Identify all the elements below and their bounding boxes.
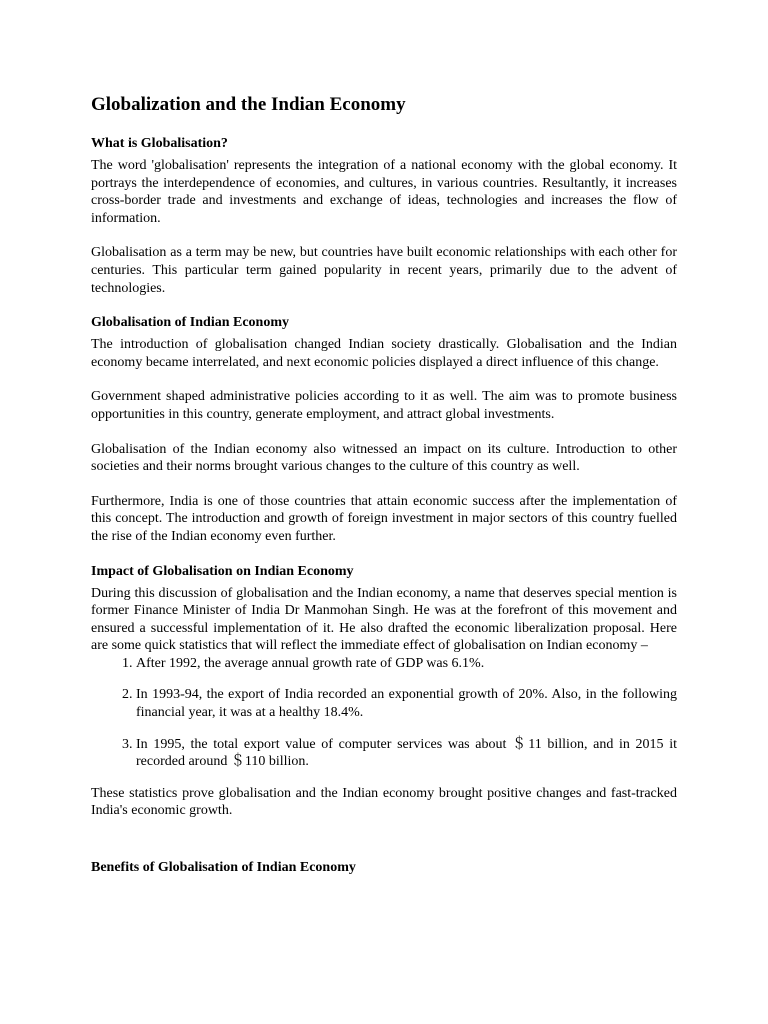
section-heading-what-is-globalisation: What is Globalisation? [91,136,228,151]
list-item: 3. In 1995, the total export value of computer services was about ＄11 billion, and in 2015 it recorded around ＄110 billion. [136,736,677,771]
paragraph: Globalisation of the Indian economy also witnessed an impact on its culture. Introduction to other societies and their norms brought various changes to the culture of this country as well. [91,441,677,475]
paragraph: Furthermore, India is one of those countries that attain economic success after the implementation of this concept. The introduction and growth of foreign investment in major sectors of this country fuelled the rise of the Indian economy even further. [91,493,677,544]
section-heading-benefits: Benefits of Globalisation of Indian Economy [91,860,356,876]
paragraph: These statistics prove globalisation and the Indian economy brought positive changes and fast-tracked India's economic growth. [91,785,677,819]
list-item: 2. In 1993-94, the export of India recorded an exponential growth of 20%. Also, in the following financial year, it was at a healthy 18.4%. [136,686,677,721]
document-page [91,93,677,881]
document-title: Globalization and the Indian Economy [91,94,406,115]
paragraph: During this discussion of globalisation and the Indian economy, a name that deserves special mention is former Finance Minister of India Dr Manmohan Singh. He was at the forefront of this movement and ensured a successful implementation of it. He also drafted the economic liberalization proposal. Here are some quick statistics that will reflect the immediate effect of globalisation on Indian economy – [91,585,677,654]
list-item: 1. After 1992, the average annual growth rate of GDP was 6.1%. [136,655,677,673]
paragraph: Globalisation as a term may be new, but countries have built economic relationships with each other for centuries. This particular term gained popularity in recent years, primarily due to the advent of technologies. [91,245,677,296]
paragraph: Government shaped administrative policies according to it as well. The aim was to promote business opportunities in this country, generate employment, and attract global investments. [91,389,677,422]
spacer [91,837,677,859]
paragraph: The word 'globalisation' represents the integration of a national economy with the global economy. It portrays the interdependence of economies, and cultures, in various countries. Resultantly, it increases cross-border trade and investments and exchange of ideas, technologies and increases the flow of information. [91,158,677,226]
statistics-list [91,655,677,771]
section-heading-globalisation-of-indian-economy: Globalisation of Indian Economy [91,315,289,331]
paragraph: The introduction of globalisation changed Indian society drastically. Globalisation and the Indian economy became interrelated, and next economic policies displayed a direct influence of this change. [91,337,677,370]
section-heading-impact: Impact of Globalisation on Indian Economy [91,563,354,579]
